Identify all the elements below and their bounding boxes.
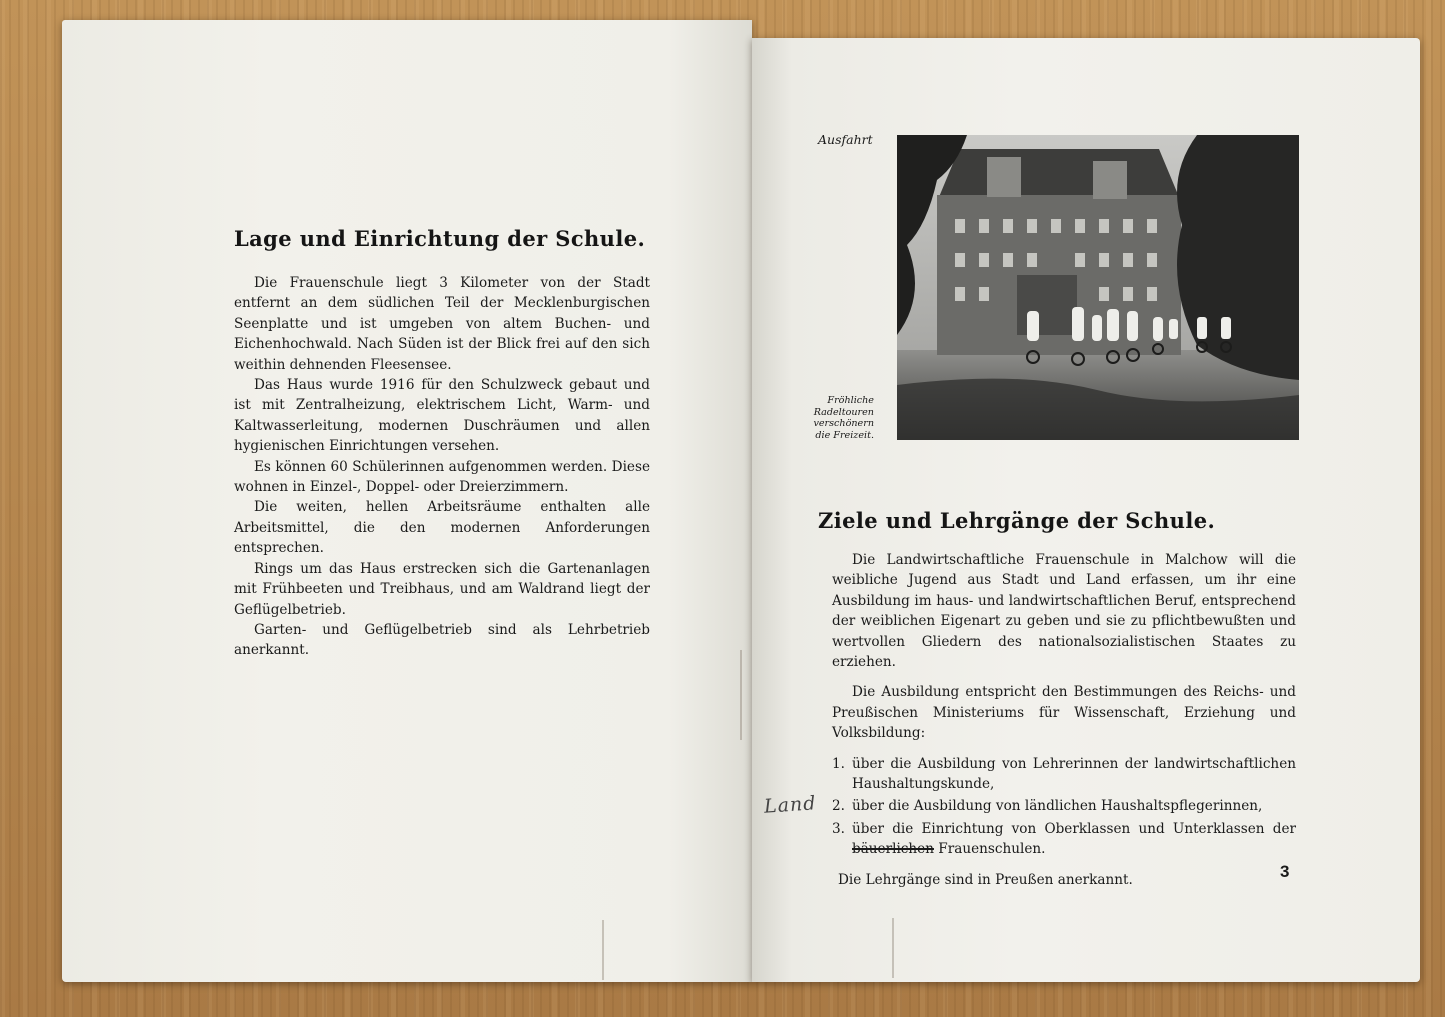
roof-dormer bbox=[987, 157, 1021, 197]
closing-line: Die Lehrgänge sind in Preußen anerkannt. bbox=[838, 871, 1133, 888]
paper-crease bbox=[740, 650, 742, 740]
right-page-heading: Ziele und Lehrgänge der Schule. bbox=[818, 508, 1216, 533]
list-number: 1. bbox=[832, 755, 845, 772]
left-page bbox=[62, 20, 752, 982]
building-roof bbox=[939, 149, 1179, 197]
paragraph: Garten- und Geflügelbetrieb sind als Lehrbetrieb anerkannt. bbox=[234, 621, 650, 659]
paragraph: Die Landwirtschaftliche Frauenschule in Malchow will die weibliche Jugend aus Stadt und Land erfassen, um ihr eine Ausbildung im haus- und landwirtschaftlichen Beruf, entsprechend der weiblichen Eigenart zu geben und sie zu pflichtbewußten und wertvollen Gliedern des nationalsozialistischen Staates zu erziehen. bbox=[832, 552, 1296, 671]
paragraph: Die Ausbildung entspricht den Bestimmungen des Reichs- und Preußischen Ministeriums für Wissenschaft, Erziehung und Volksbildung: bbox=[832, 684, 1296, 742]
paragraph: Die weiten, hellen Arbeitsräume enthalten alle Arbeitsmittel, die den modernen Anforderungen entsprechen. bbox=[234, 499, 650, 557]
paragraph: Rings um das Haus erstrecken sich die Gartenanlagen mit Frühbeeten und Treibhaus, und am Waldrand liegt der Geflügelbetrieb. bbox=[234, 560, 650, 618]
left-page-body bbox=[234, 273, 650, 661]
photo-label: Ausfahrt bbox=[818, 132, 873, 147]
list-text: über die Ausbildung von Lehrerinnen der landwirtschaftlichen Haushaltungskunde, bbox=[852, 755, 1296, 793]
regulations-list bbox=[832, 754, 1296, 860]
page-number: 3 bbox=[1280, 862, 1290, 881]
list-number: 3. bbox=[832, 820, 845, 837]
list-item bbox=[832, 754, 1296, 795]
list-item bbox=[832, 819, 1296, 860]
paragraph: Das Haus wurde 1916 für den Schulzweck gebaut und ist mit Zentralheizung, elektrischem Licht, Warm- und Kaltwasserleitung, modernen Duschräumen und allen hygienischen Einrichtungen versehen. bbox=[234, 377, 650, 455]
right-page-body bbox=[832, 550, 1296, 890]
list-text: über die Einrichtung von Oberklassen und Unterklassen der bbox=[852, 820, 1296, 837]
entrance-porch bbox=[1017, 275, 1077, 335]
handwritten-note: Land bbox=[763, 792, 818, 818]
school-building-photo bbox=[897, 135, 1299, 440]
list-number: 2. bbox=[832, 798, 845, 815]
list-text: über die Ausbildung von ländlichen Haushaltspflegerinnen, bbox=[852, 798, 1263, 815]
struck-word: bäuerlichen bbox=[852, 841, 934, 858]
right-page bbox=[752, 38, 1420, 982]
paragraph: Die Frauenschule liegt 3 Kilometer von der Stadt entfernt an dem südlichen Teil der Mecklenburgischen Seenplatte und ist umgeben von altem Buchen- und Eichenhochwald. Nach Süden ist der Blick frei auf den sich weithin dehnenden Fleesensee. bbox=[234, 275, 650, 373]
list-text: Frauenschulen. bbox=[938, 841, 1046, 858]
paper-tear bbox=[602, 920, 604, 980]
roof-dormer bbox=[1093, 161, 1127, 199]
paragraph: Es können 60 Schülerinnen aufgenommen werden. Diese wohnen in Einzel-, Doppel- oder Dreierzimmern. bbox=[234, 458, 650, 496]
list-item bbox=[832, 796, 1296, 816]
paper-tear bbox=[892, 918, 894, 978]
photo-caption: Fröhliche Radeltouren verschönern die Freizeit. bbox=[813, 395, 874, 441]
left-page-heading: Lage und Einrichtung der Schule. bbox=[234, 226, 646, 251]
